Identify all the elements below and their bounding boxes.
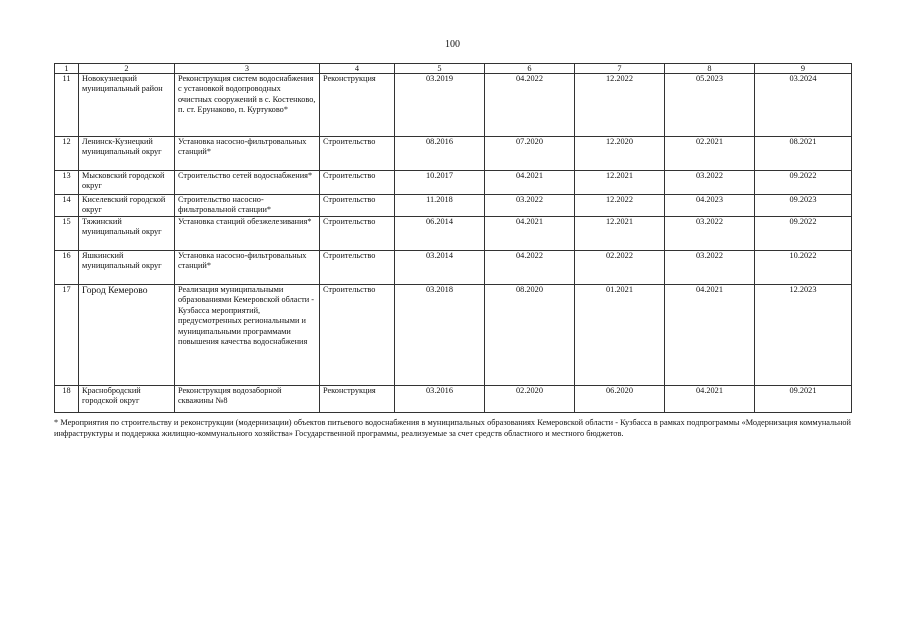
object-cell: Реконструкция систем водоснабжения с установкой водопроводных очистных сооружений в с. Костенково, п. ст. Ерунаково, п. Куртуково*	[175, 74, 320, 137]
date-cell: 12.2023	[755, 285, 852, 386]
date-cell: 09.2022	[755, 171, 852, 195]
date-cell: 03.2022	[665, 251, 755, 285]
object-cell: Строительство сетей водоснабжения*	[175, 171, 320, 195]
date-cell: 04.2022	[485, 251, 575, 285]
date-cell: 05.2023	[665, 74, 755, 137]
date-cell: 08.2016	[395, 137, 485, 171]
date-cell: 12.2021	[575, 217, 665, 251]
row-number: 17	[55, 285, 79, 386]
date-cell: 03.2022	[665, 217, 755, 251]
row-number: 13	[55, 171, 79, 195]
date-cell: 03.2014	[395, 251, 485, 285]
object-cell: Установка насосно-фильтровальных станций*	[175, 251, 320, 285]
header-cell: 5	[395, 64, 485, 74]
row-number: 12	[55, 137, 79, 171]
date-cell: 10.2022	[755, 251, 852, 285]
header-cell: 8	[665, 64, 755, 74]
header-cell: 7	[575, 64, 665, 74]
date-cell: 12.2020	[575, 137, 665, 171]
table-row	[55, 171, 852, 195]
date-cell: 04.2021	[485, 217, 575, 251]
date-cell: 04.2023	[665, 195, 755, 217]
date-cell: 12.2022	[575, 74, 665, 137]
date-cell: 03.2019	[395, 74, 485, 137]
municipality-cell: Город Кемерово	[79, 285, 175, 386]
footnote: * Мероприятия по строительству и реконструкции (модернизации) объектов питьевого водоснабжения в муниципальных образованиях Кемеровской области - Кузбасса в рамках подпрограммы «Модернизация коммунальной инфраструктуры и поддержка жилищно-коммунального хозяйства» Государственной программы, реализуемые за счет средств областного и местного бюджетов.	[54, 418, 851, 438]
date-cell: 01.2021	[575, 285, 665, 386]
object-cell: Реконструкция водозаборной скважины №8	[175, 386, 320, 413]
date-cell: 03.2022	[485, 195, 575, 217]
table-row	[55, 251, 852, 285]
work-type-cell: Строительство	[320, 251, 395, 285]
page-number: 100	[445, 39, 460, 50]
table-row	[55, 137, 852, 171]
date-cell: 07.2020	[485, 137, 575, 171]
header-cell: 2	[79, 64, 175, 74]
measures-table	[54, 63, 852, 413]
municipality-cell: Тяжинский муниципальный округ	[79, 217, 175, 251]
work-type-cell: Строительство	[320, 171, 395, 195]
row-number: 16	[55, 251, 79, 285]
date-cell: 08.2020	[485, 285, 575, 386]
date-cell: 09.2023	[755, 195, 852, 217]
object-cell: Установка станций обезжелезивания*	[175, 217, 320, 251]
date-cell: 12.2021	[575, 171, 665, 195]
date-cell: 02.2021	[665, 137, 755, 171]
table-row	[55, 217, 852, 251]
date-cell: 09.2022	[755, 217, 852, 251]
date-cell: 03.2018	[395, 285, 485, 386]
table-row	[55, 195, 852, 217]
date-cell: 10.2017	[395, 171, 485, 195]
municipality-cell: Ленинск-Кузнецкий муниципальный округ	[79, 137, 175, 171]
date-cell: 06.2014	[395, 217, 485, 251]
header-cell: 3	[175, 64, 320, 74]
header-cell: 6	[485, 64, 575, 74]
table-header	[55, 64, 852, 74]
date-cell: 04.2021	[665, 285, 755, 386]
date-cell: 03.2022	[665, 171, 755, 195]
work-type-cell: Реконструкция	[320, 386, 395, 413]
date-cell: 02.2020	[485, 386, 575, 413]
table-row	[55, 74, 852, 137]
header-row	[55, 64, 852, 74]
date-cell: 04.2021	[665, 386, 755, 413]
row-number: 18	[55, 386, 79, 413]
municipality-cell: Киселевский городской округ	[79, 195, 175, 217]
municipality-cell: Краснобродский городской округ	[79, 386, 175, 413]
date-cell: 11.2018	[395, 195, 485, 217]
object-cell: Установка насосно-фильтровальных станций*	[175, 137, 320, 171]
date-cell: 02.2022	[575, 251, 665, 285]
work-type-cell: Строительство	[320, 217, 395, 251]
date-cell: 04.2021	[485, 171, 575, 195]
work-type-cell: Строительство	[320, 195, 395, 217]
row-number: 11	[55, 74, 79, 137]
work-type-cell: Реконструкция	[320, 74, 395, 137]
table-row	[55, 386, 852, 413]
header-cell: 1	[55, 64, 79, 74]
date-cell: 03.2024	[755, 74, 852, 137]
municipality-cell: Яшкинский муниципальный округ	[79, 251, 175, 285]
table-row	[55, 285, 852, 386]
date-cell: 12.2022	[575, 195, 665, 217]
row-number: 14	[55, 195, 79, 217]
date-cell: 08.2021	[755, 137, 852, 171]
municipality-cell: Мысковский городской округ	[79, 171, 175, 195]
work-type-cell: Строительство	[320, 137, 395, 171]
header-cell: 4	[320, 64, 395, 74]
date-cell: 06.2020	[575, 386, 665, 413]
header-cell: 9	[755, 64, 852, 74]
object-cell: Реализация муниципальными образованиями Кемеровской области - Кузбасса мероприятий, предусмотренных региональными и муниципальными программами повышения качества водоснабжения	[175, 285, 320, 386]
date-cell: 04.2022	[485, 74, 575, 137]
row-number: 15	[55, 217, 79, 251]
date-cell: 09.2021	[755, 386, 852, 413]
municipality-cell: Новокузнецкий муниципальный район	[79, 74, 175, 137]
work-type-cell: Строительство	[320, 285, 395, 386]
date-cell: 03.2016	[395, 386, 485, 413]
object-cell: Строительство насосно-фильтровальной станции*	[175, 195, 320, 217]
